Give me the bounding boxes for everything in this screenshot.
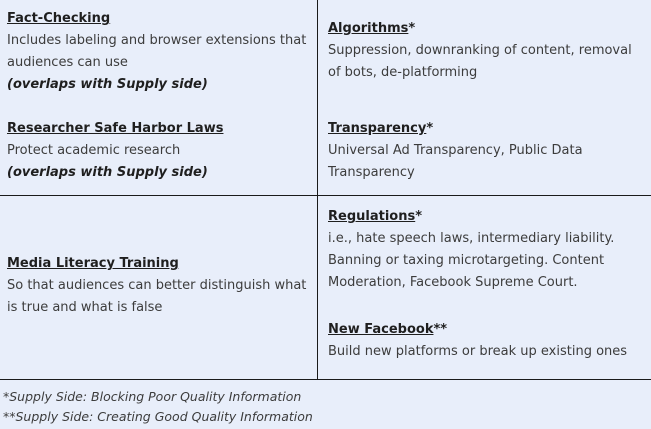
item-researcher-safe-harbor [7, 118, 312, 184]
item-title: New Facebook [328, 322, 434, 337]
item-marker: * [415, 209, 423, 224]
item-description: So that audiences can better distinguish what is true and what is false [7, 278, 307, 315]
item-transparency [328, 118, 644, 184]
item-algorithms [328, 18, 644, 84]
cell-top-right [318, 0, 651, 196]
cell-bottom-left [0, 196, 318, 380]
cell-top-left [0, 0, 318, 196]
item-regulations [328, 206, 644, 294]
item-title: Media Literacy Training [7, 256, 179, 271]
item-description: Suppression, downranking of content, removal of bots, de-platforming [328, 43, 632, 80]
item-new-facebook [328, 319, 644, 363]
item-title: Regulations [328, 209, 416, 224]
row-divider [0, 195, 651, 196]
table-bottom-border [0, 379, 651, 380]
item-description: i.e., hate speech laws, intermediary liability. Banning or taxing microtargeting. Content Moderation, Facebook Supreme Court. [328, 231, 615, 290]
footnote-supply-blocking: *Supply Side: Blocking Poor Quality Information [3, 389, 302, 404]
item-title: Researcher Safe Harbor Laws [7, 121, 224, 136]
item-marker: ** [433, 322, 448, 337]
column-divider [317, 0, 318, 380]
item-description: Universal Ad Transparency, Public Data Transparency [328, 143, 583, 180]
cell-bottom-right [318, 196, 651, 380]
item-title: Algorithms [328, 21, 409, 36]
item-description: Build new platforms or break up existing ones [328, 344, 628, 359]
item-media-literacy [7, 253, 312, 319]
item-description: Protect academic research [7, 143, 181, 158]
item-note: (overlaps with Supply side) [7, 77, 208, 92]
item-description: Includes labeling and browser extensions that audiences can use [7, 33, 307, 70]
item-note: (overlaps with Supply side) [7, 165, 208, 180]
item-title: Fact-Checking [7, 11, 111, 26]
footnote-supply-creating: **Supply Side: Creating Good Quality Information [3, 409, 313, 424]
item-title: Transparency [328, 121, 427, 136]
item-marker: * [408, 21, 416, 36]
item-marker: * [426, 121, 434, 136]
item-fact-checking [7, 8, 312, 96]
